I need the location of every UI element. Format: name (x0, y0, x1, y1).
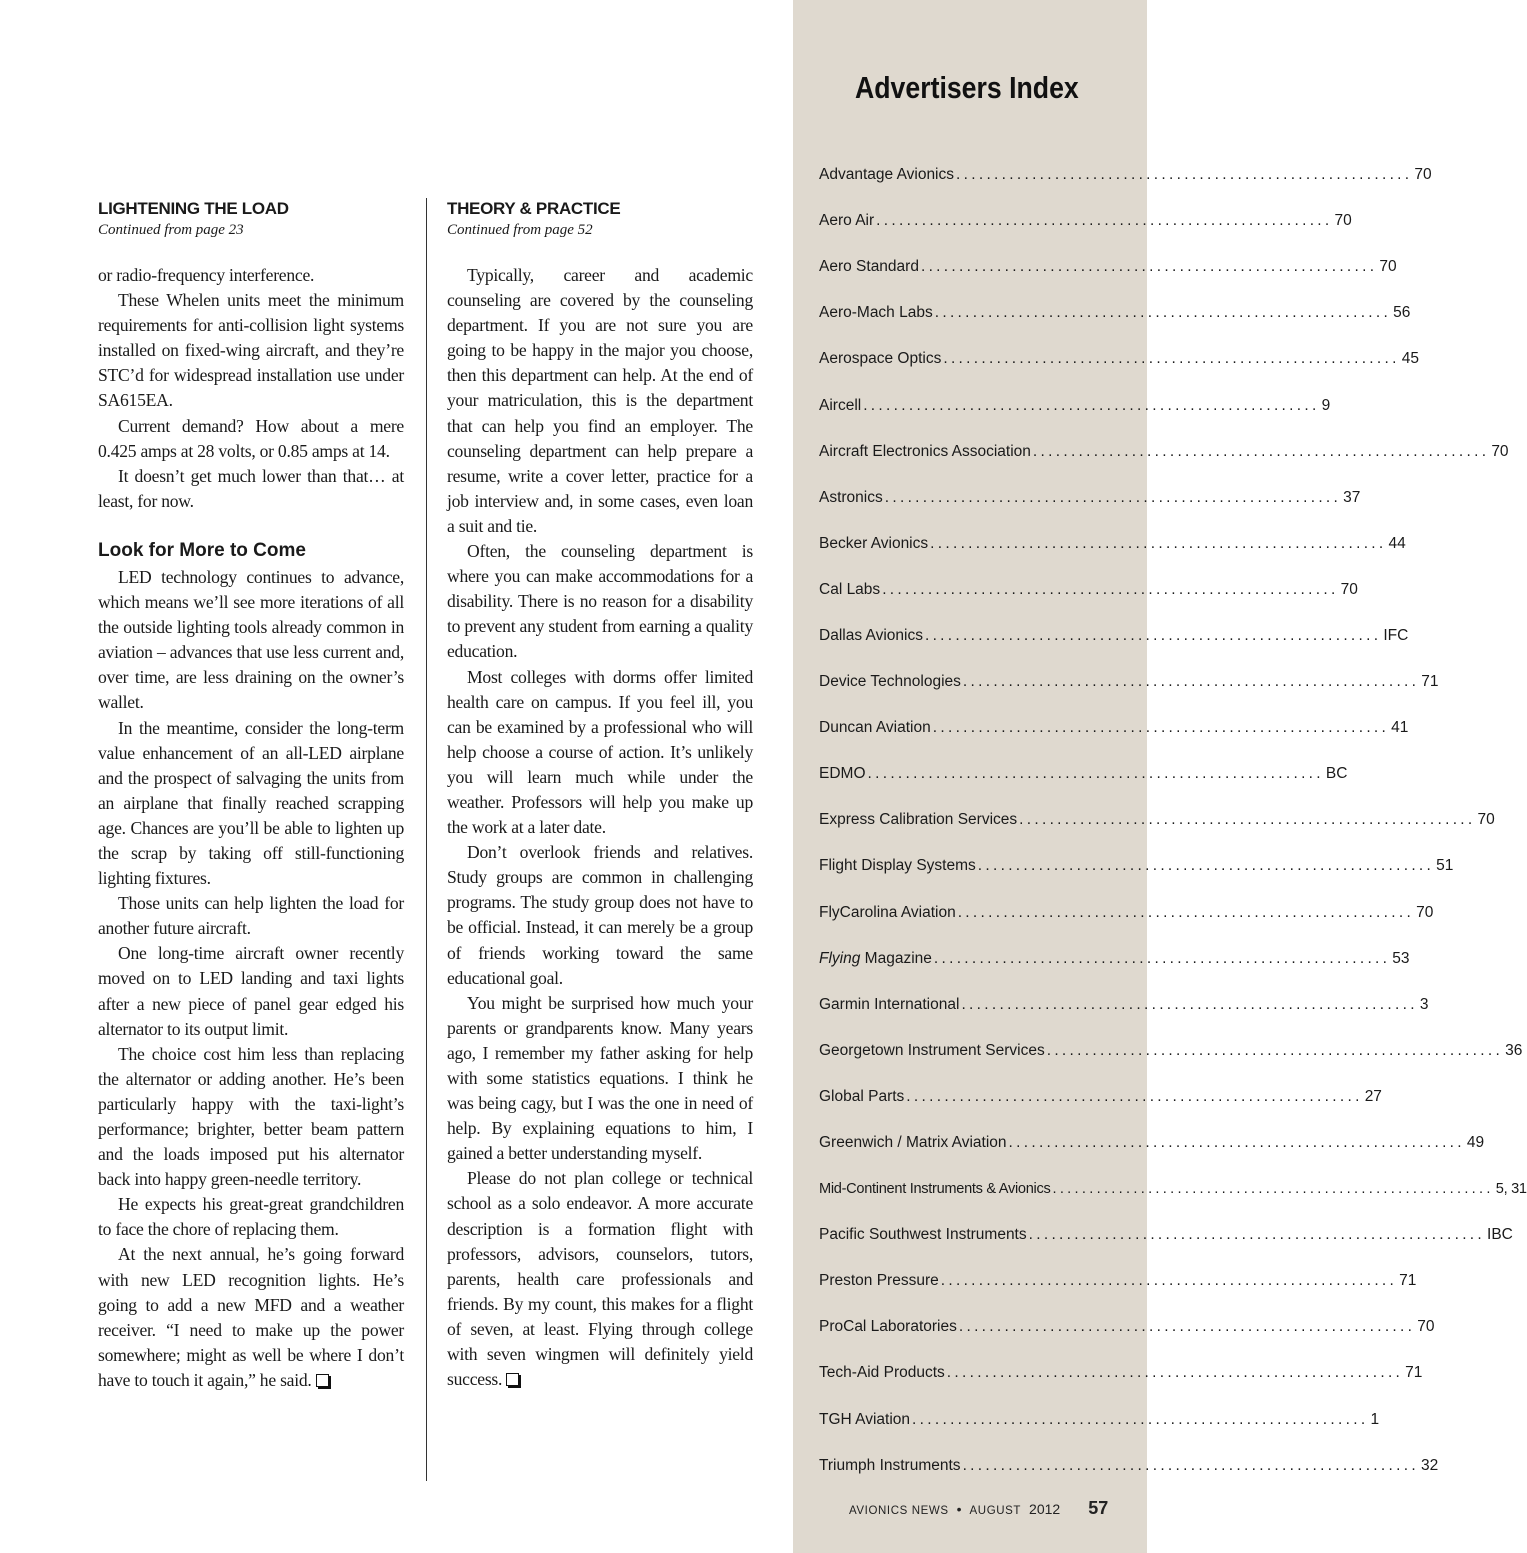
advertiser-name: Aircell (819, 396, 862, 414)
advertiser-name: Aerospace Optics (819, 350, 942, 368)
paragraph-text: At the next annual, he’s going forward with new LED recognition lights. He’s going to add a new MFD and a weather receiver. “I need to make up the power somewhere; might as well be where I don’t have to touch it again,” he said. (98, 1244, 404, 1390)
advertiser-page: 9 (1321, 396, 1331, 414)
dot-leader: ............................................................ (882, 580, 1339, 598)
advertiser-page: 70 (1334, 212, 1352, 230)
advertiser-name: Cal Labs (819, 580, 881, 598)
dot-leader: ............................................................ (1046, 1041, 1504, 1059)
advertiser-entry (819, 567, 1358, 613)
advertiser-entry (819, 1120, 1485, 1166)
advertiser-page: 53 (1392, 949, 1410, 967)
advertiser-page: 70 (1491, 442, 1509, 460)
advertiser-page: 70 (1340, 580, 1358, 598)
advertiser-page: IFC (1383, 626, 1409, 644)
publication-name: AVIONICS NEWS (849, 1505, 949, 1517)
column-divider (426, 198, 427, 1481)
advertiser-entry (819, 1028, 1523, 1074)
advertiser-name: Aero Standard (819, 258, 919, 276)
advertiser-entry (819, 521, 1406, 567)
dot-leader: ............................................................ (946, 1364, 1404, 1382)
advertiser-entry (819, 613, 1409, 659)
advertiser-page: 45 (1401, 350, 1419, 368)
advertiser-page: 56 (1393, 304, 1411, 322)
dot-leader: ............................................................ (962, 673, 1420, 691)
dot-leader: ............................................................ (876, 212, 1333, 230)
advertiser-name: Garmin International (819, 995, 960, 1013)
advertiser-name: Pacific Southwest Instruments (819, 1226, 1027, 1244)
advertiser-page: 27 (1364, 1087, 1382, 1105)
dot-leader: ............................................................ (867, 765, 1324, 783)
end-mark-icon (506, 1373, 519, 1386)
advertiser-page: 70 (1417, 1318, 1435, 1336)
advertiser-entry (819, 1166, 1527, 1212)
advertiser-entry (819, 244, 1397, 290)
advertiser-entry (819, 936, 1410, 982)
page-number: 57 (1088, 1498, 1109, 1518)
advertiser-page: 32 (1420, 1456, 1439, 1474)
advertiser-entry (819, 1212, 1513, 1258)
advertiser-page: 51 (1436, 857, 1454, 875)
advertiser-name: Flight Display Systems (819, 857, 976, 875)
advertiser-entry (819, 1443, 1439, 1489)
dot-leader: ............................................................ (943, 350, 1400, 368)
advertiser-name-italic: Flying (819, 949, 861, 967)
advertiser-entry (819, 797, 1495, 843)
advertiser-entry (819, 890, 1434, 936)
continued-note: Continued from page 23 (98, 222, 244, 238)
advertiser-page: 37 (1343, 488, 1361, 506)
dot-leader: ............................................................ (884, 488, 1342, 506)
dot-leader: ............................................................ (930, 534, 1387, 552)
dot-leader: ............................................................ (1028, 1226, 1486, 1244)
dot-leader: ............................................................ (863, 396, 1320, 414)
advertiser-entry (819, 982, 1429, 1028)
advertiser-entry (819, 198, 1352, 244)
dot-leader: ............................................................ (1032, 442, 1490, 460)
dot-leader: ............................................................ (934, 304, 1392, 322)
advertiser-name: Triumph Instruments (819, 1456, 961, 1474)
advertiser-page: 71 (1421, 673, 1439, 691)
advertiser-name: FlyCarolina Aviation (819, 903, 956, 921)
advertiser-name: Flying Magazine (819, 949, 932, 967)
advertisers-sidebar (793, 0, 1527, 1553)
issue-month: AUGUST (969, 1505, 1022, 1517)
advertiser-entry (819, 1074, 1382, 1120)
dot-leader: ............................................................ (1008, 1134, 1465, 1152)
paragraph: The choice cost him less than replacing the alternator or adding another. He’s been particularly happy with the taxi-light’s performance; brighter, better beam pattern and the loads imposed put his alternator back into happy green-needle territory. (98, 1043, 404, 1190)
dot-leader: ............................................................ (1052, 1181, 1494, 1198)
footer-bullet: • (956, 1501, 962, 1517)
advertiser-name: Georgetown Instrument Services (819, 1041, 1045, 1059)
dot-leader: ............................................................ (958, 1318, 1416, 1336)
paragraph: LED technology continues to advance, which means we’ll see more iterations of all the outside lighting tools already common in aviation – advances that use less current and, over time, are less draining on the owner’s wallet. (98, 566, 404, 713)
advertiser-entry (819, 382, 1331, 428)
advertiser-page: 3 (1419, 995, 1429, 1013)
advertiser-entry (819, 705, 1409, 751)
dot-leader: ............................................................ (940, 1272, 1398, 1290)
dot-leader: ............................................................ (912, 1410, 1369, 1428)
dot-leader: ............................................................ (957, 903, 1415, 921)
mid-article (447, 198, 753, 1392)
advertiser-page: 36 (1505, 1041, 1523, 1059)
advertiser-entry (819, 1304, 1435, 1350)
dot-leader: ............................................................ (956, 166, 1413, 184)
continued-note: Continued from page 52 (447, 222, 593, 238)
dot-leader: ............................................................ (933, 949, 1391, 967)
advertiser-page: 5, 31 (1495, 1181, 1527, 1198)
advertiser-name: Device Technologies (819, 673, 961, 691)
advertiser-entry (819, 475, 1361, 521)
paragraph: He expects his great-great grandchildren to face the chore of replacing them. (98, 1194, 404, 1240)
paragraph: Those units can help lighten the load for another future aircraft. (98, 893, 404, 939)
paragraph: Don’t overlook friends and relatives. Study groups are common in challenging programs. The study group does not have to be official. Instead, it can merely be a group of friends working toward the same educational goal. (447, 842, 753, 988)
subheading: Look for More to Come (98, 539, 306, 561)
advertiser-name: TGH Aviation (819, 1410, 911, 1428)
paragraph: or radio-frequency interference. (98, 265, 315, 285)
advertiser-name: Tech-Aid Products (819, 1364, 945, 1382)
paragraph: You might be surprised how much your parents or grandparents know. Many years ago, I remember my father asking for help with some statistics equations. I think he was being cagy, but I was the one in need of help. By explaining equations to him, I gained a better understanding myself. (447, 992, 753, 1164)
advertisers-list (819, 152, 1527, 1489)
advertiser-page: 1 (1370, 1410, 1380, 1428)
advertiser-entry (819, 1397, 1380, 1443)
advertiser-page: IBC (1487, 1226, 1513, 1244)
advertiser-name: Aero Air (819, 212, 875, 230)
advertiser-page: 71 (1399, 1272, 1417, 1290)
advertiser-entry (819, 751, 1348, 797)
sidebar-title: Advertisers Index (855, 70, 1079, 105)
paragraph-text: Please do not plan college or technical school as a solo endeavor. A more accurate description is a formation flight with professors, advisors, counselors, tutors, parents, health care professionals and friends. By my count, this makes for a flight of seven, at least. Flying through college with seven wingmen will definitely yield success. (447, 1168, 753, 1390)
advertiser-name: Preston Pressure (819, 1272, 939, 1290)
dot-leader: ............................................................ (962, 1456, 1419, 1474)
dot-leader: ............................................................ (924, 626, 1382, 644)
left-article (98, 198, 404, 1393)
advertiser-name: Astronics (819, 488, 883, 506)
advertiser-name: ProCal Laboratories (819, 1318, 957, 1336)
paragraph-final (98, 1242, 404, 1393)
paragraph: One long-time aircraft owner recently moved on to LED landing and taxi lights after a new piece of panel gear edged his alternator to its output limit. (98, 943, 404, 1039)
advertiser-page: 71 (1405, 1364, 1423, 1382)
advertiser-entry (819, 336, 1419, 382)
advertiser-entry (819, 1350, 1423, 1396)
advertiser-page: BC (1325, 765, 1348, 783)
dot-leader: ............................................................ (977, 857, 1435, 875)
advertiser-entry (819, 429, 1509, 475)
page-footer (849, 1498, 1108, 1519)
article-heading: THEORY & PRACTICE (447, 199, 621, 218)
paragraph: Current demand? How about a mere 0.425 amps at 28 volts, or 0.85 amps at 14. (98, 415, 404, 461)
article-body (98, 263, 404, 1393)
advertiser-page: 70 (1379, 258, 1397, 276)
advertiser-entry (819, 290, 1411, 336)
paragraph: In the meantime, consider the long-term value enhancement of an all-LED airplane and the prospect of salvaging the units from an airplane that finally reached scrapping age. Chances are you’ll be able to lighten up the scrap by taking off still-functioning lighting fixtures. (98, 717, 404, 889)
dot-leader: ............................................................ (932, 719, 1390, 737)
advertiser-name: Aircraft Electronics Association (819, 442, 1031, 460)
advertiser-name: Aero-Mach Labs (819, 304, 933, 322)
article-body (447, 263, 753, 1392)
article-heading: LIGHTENING THE LOAD (98, 199, 289, 218)
paragraph: Often, the counseling department is where you can make accommodations for a disability. There is no reason for a disability to prevent any student from earning a quality education. (447, 541, 753, 662)
end-mark-icon (316, 1374, 329, 1387)
advertiser-page: 70 (1477, 811, 1495, 829)
advertiser-name: Dallas Avionics (819, 626, 923, 644)
advertiser-page: 44 (1388, 534, 1406, 552)
dot-leader: ............................................................ (1019, 811, 1476, 829)
dot-leader: ............................................................ (920, 258, 1378, 276)
advertiser-name: Greenwich / Matrix Aviation (819, 1134, 1007, 1152)
advertiser-page: 49 (1466, 1134, 1485, 1152)
paragraph-final (447, 1166, 753, 1392)
advertiser-name: Advantage Avionics (819, 166, 955, 184)
advertiser-name: Global Parts (819, 1087, 905, 1105)
advertiser-entry (819, 1258, 1417, 1304)
advertiser-entry (819, 843, 1454, 889)
paragraph: Most colleges with dorms offer limited health care on campus. If you feel ill, you can be examined by a professional who will help choose a course of action. It’s unlikely you will learn much while under the weather. Professors will help you make up the work at a later date. (447, 666, 753, 838)
dot-leader: ............................................................ (906, 1087, 1363, 1105)
advertiser-name: Express Calibration Services (819, 811, 1018, 829)
advertiser-name: Mid-Continent Instruments & Avionics (819, 1181, 1051, 1198)
paragraph: These Whelen units meet the minimum requirements for anti-collision light systems installed on fixed-wing aircraft, and they’re STC’d for widespread installation use under SA615EA. (98, 290, 404, 411)
advertiser-entry (819, 152, 1432, 198)
advertiser-page: 70 (1414, 166, 1432, 184)
advertiser-name: EDMO (819, 765, 866, 783)
advertiser-name: Becker Avionics (819, 534, 929, 552)
paragraph: It doesn’t get much lower than that… at least, for now. (98, 465, 404, 511)
advertiser-name: Duncan Aviation (819, 719, 931, 737)
paragraph: Typically, career and academic counseling are covered by the counseling department. If you are not sure you are going to be happy in the major you choose, then this department can help. At the end of your matriculation, this is the department that can help you find an employer. The counseling department can help prepare a resume, write a cover letter, practice for a job interview and, in some cases, even loan a suit and tie. (447, 265, 753, 536)
dot-leader: ............................................................ (961, 995, 1418, 1013)
issue-year: 2012 (1029, 1501, 1061, 1517)
advertiser-entry (819, 659, 1439, 705)
advertiser-page: 70 (1416, 903, 1434, 921)
advertiser-page: 41 (1391, 719, 1409, 737)
